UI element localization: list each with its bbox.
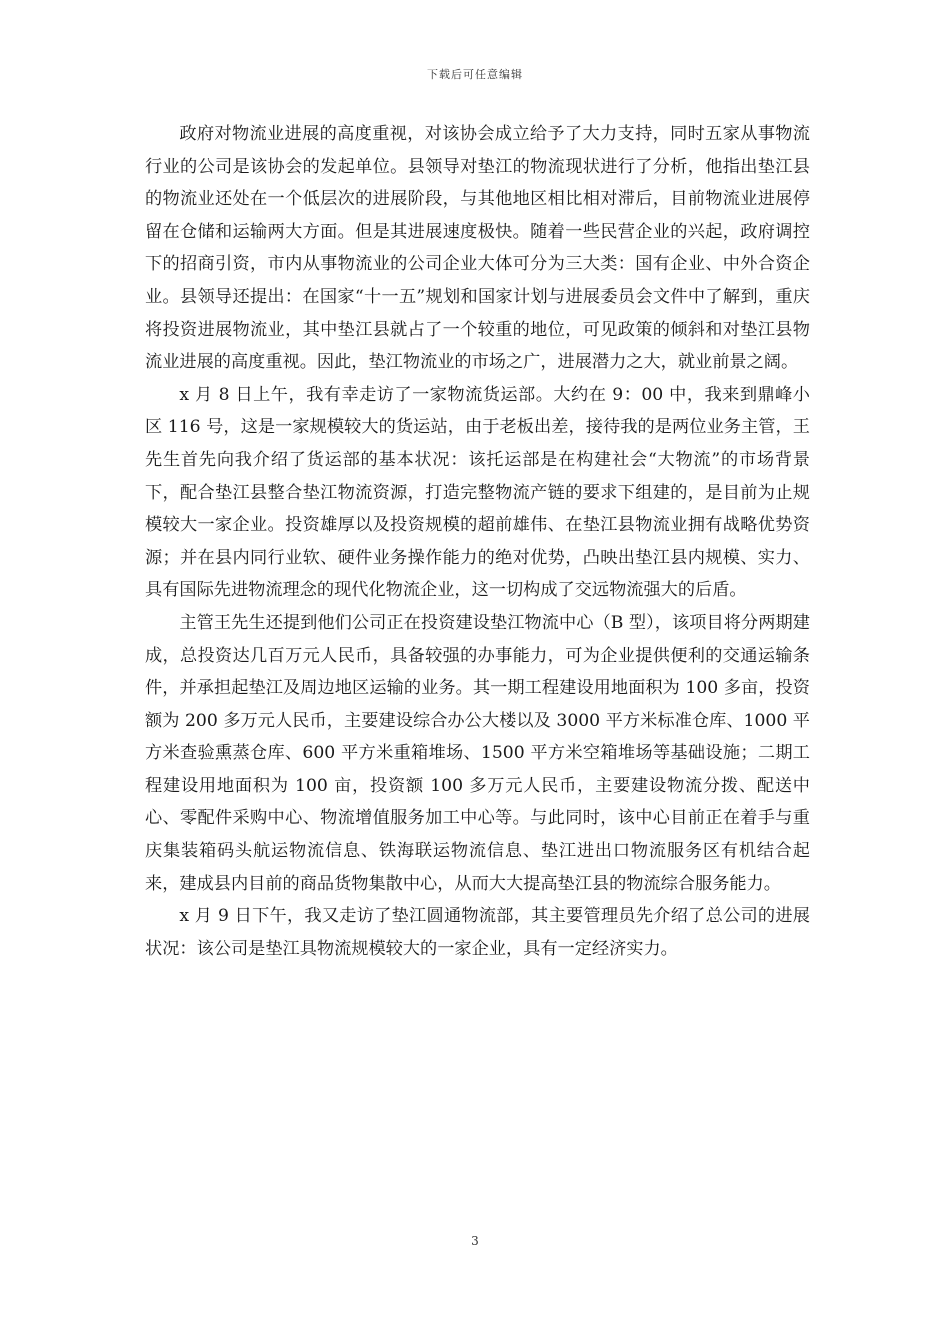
paragraph-1: 政府对物流业进展的高度重视，对该协会成立给予了大力支持，同时五家从事物流行业的公司是该协会的发起单位。县领导对垫江的物流现状进行了分析，他指出垫江县的物流业还处在一个低层次的进展阶段，与其他地区相比相对滞后，目前物流业进展停留在仓储和运输两大方面。但是其进展速度极快。随着一些民营企业的兴起，政府调控下的招商引资，市内从事物流业的公司企业大体可分为三大类：国有企业、中外合资企业。县领导还提出：在国家“十一五”规划和国家计划与进展委员会文件中了解到，重庆将投资进展物流业，其中垫江县就占了一个较重的地位，可见政策的倾斜和对垫江县物流业进展的高度重视。因此，垫江物流业的市场之广，进展潜力之大，就业前景之阔。 (145, 124, 810, 373)
page-number: 3 (471, 1234, 479, 1248)
page-header: 下载后可任意编辑 (427, 68, 523, 81)
paragraph-4: x 月 9 日下午，我又走访了垫江圆通物流部，其主要管理员先介绍了总公司的进展状况：该公司是垫江具物流规模较大的一家企业，具有一定经济实力。 (145, 906, 810, 959)
paragraph-3: 主管王先生还提到他们公司正在投资建设垫江物流中心（B 型），该项目将分两期建成，总投资达几百万元人民币，具备较强的办事能力，可为企业提供便利的交通运输条件，并承担起垫江及周边地区运输的业务。其一期工程建设用地面积为 100 多亩，投资额为 200 多万元人民币，主要建设综合办公大楼以及 3000 平方米标准仓库、1000 平方米查验熏蒸仓库、600 平方米重箱堆场、1500 平方米空箱堆场等基础设施；二期工程建设用地面积为 100 亩，投资额 100 多万元人民币，主要建设物流分拨、配送中心、零配件采购中心、物流增值服务加工中心等。与此同时，该中心目前正在着手与重庆集装箱码头航运物流信息、铁海联运物流信息、垫江进出口物流服务区有机结合起来，建成县内目前的商品货物集散中心，从而大大提高垫江县的物流综合服务能力。 (145, 612, 810, 894)
document-body (145, 118, 810, 965)
paragraph-2: x 月 8 日上午，我有幸走访了一家物流货运部。大约在 9：00 中，我来到鼎峰小区 116 号，这是一家规模较大的货运站，由于老板出差，接待我的是两位业务主管，王先生首先向我介绍了货运部的基本状况：该托运部是在构建社会“大物流”的市场背景下，配合垫江县整合垫江物流资源，打造完整物流产链的要求下组建的，是目前为止规模较大一家企业。投资雄厚以及投资规模的超前雄伟、在垫江县物流业拥有战略优势资源；并在县内同行业软、硬件业务操作能力的绝对优势，凸映出垫江县内规模、实力、具有国际先进物流理念的现代化物流企业，这一切构成了交远物流强大的后盾。 (145, 384, 810, 601)
